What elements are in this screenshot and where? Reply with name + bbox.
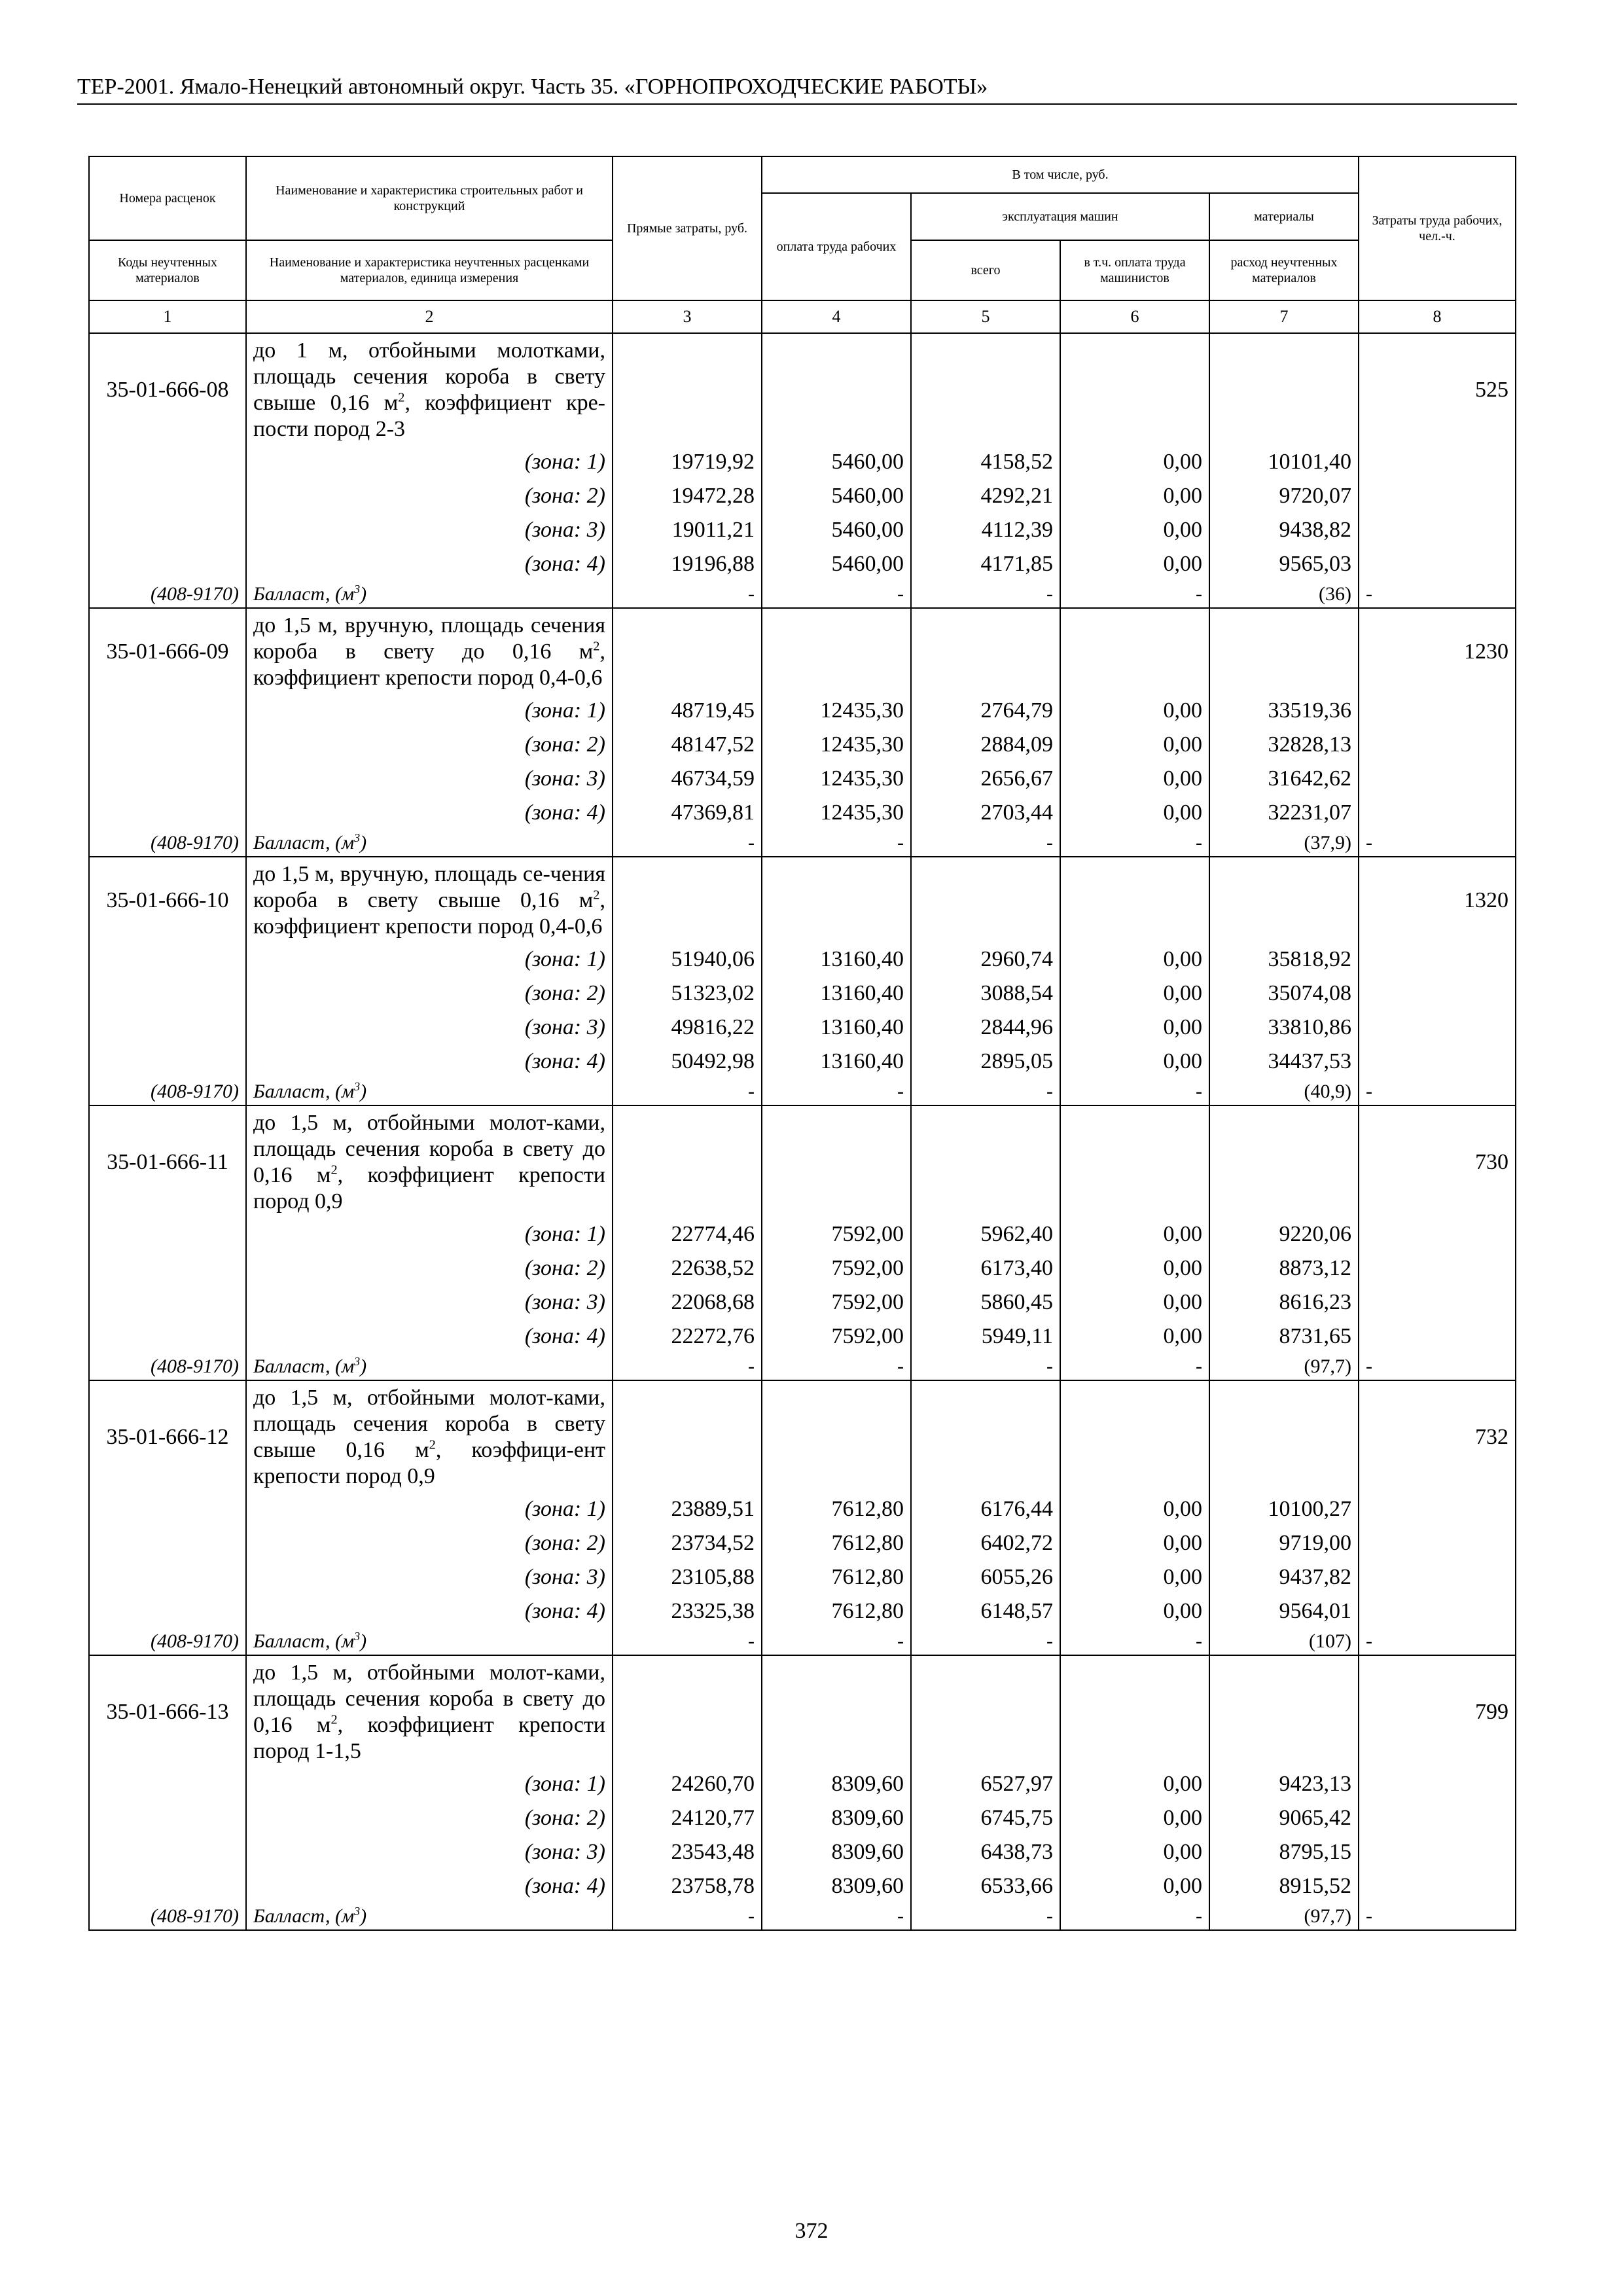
zone-row: [89, 1526, 1516, 1560]
materials-value: 32828,13: [1209, 728, 1359, 762]
materials-value: 32231,07: [1209, 796, 1359, 830]
material-code: (408-9170): [89, 1628, 246, 1655]
zone-row: [89, 547, 1516, 581]
machines-value: 4158,52: [911, 445, 1060, 479]
col-machinist-pay: в т.ч. оплата труда машинистов: [1060, 240, 1209, 300]
zone-label: (зона: 4): [246, 547, 613, 581]
machinist-pay-value: 0,00: [1060, 762, 1209, 796]
material-row: [89, 1903, 1516, 1930]
direct-costs-value: 23105,88: [613, 1560, 762, 1594]
zone-row: [89, 1869, 1516, 1903]
materials-value: 8873,12: [1209, 1251, 1359, 1285]
direct-costs-value: 49816,22: [613, 1011, 762, 1045]
material-dash: -: [613, 1903, 762, 1930]
direct-costs-value: 24120,77: [613, 1801, 762, 1835]
zone-label: (зона: 3): [246, 1285, 613, 1319]
zone-row: [89, 1594, 1516, 1628]
rate-code: 35-01-666-11: [89, 1105, 246, 1217]
materials-value: 9065,42: [1209, 1801, 1359, 1835]
machines-value: 5949,11: [911, 1319, 1060, 1354]
worker-pay-value: 5460,00: [762, 547, 911, 581]
material-dash: -: [911, 1354, 1060, 1380]
zone-row: [89, 942, 1516, 977]
zone-row: [89, 1492, 1516, 1526]
material-dash: -: [1359, 830, 1516, 857]
materials-value: 35818,92: [1209, 942, 1359, 977]
worker-pay-value: 13160,40: [762, 942, 911, 977]
page-number: 372: [794, 2219, 829, 2243]
material-code: (408-9170): [89, 1354, 246, 1380]
zone-label: (зона: 2): [246, 1801, 613, 1835]
worker-pay-value: 8309,60: [762, 1835, 911, 1869]
machines-value: 5962,40: [911, 1217, 1060, 1251]
materials-value: 10101,40: [1209, 445, 1359, 479]
zone-label: (зона: 2): [246, 479, 613, 513]
direct-costs-value: 22068,68: [613, 1285, 762, 1319]
material-dash: -: [1359, 1079, 1516, 1105]
materials-value: 33519,36: [1209, 694, 1359, 728]
zone-label: (зона: 4): [246, 1594, 613, 1628]
machines-value: 6055,26: [911, 1560, 1060, 1594]
direct-costs-value: 19472,28: [613, 479, 762, 513]
column-number: 7: [1209, 300, 1359, 333]
material-dash: -: [613, 830, 762, 857]
material-dash: -: [762, 830, 911, 857]
rate-item-row: [89, 1380, 1516, 1492]
materials-value: 9565,03: [1209, 547, 1359, 581]
material-name: Балласт, $(м^3)$: [246, 1903, 613, 1930]
zone-row: [89, 479, 1516, 513]
zone-label: (зона: 1): [246, 1767, 613, 1801]
material-dash: -: [762, 1903, 911, 1930]
zone-row: [89, 1319, 1516, 1354]
machinist-pay-value: 0,00: [1060, 1835, 1209, 1869]
material-dash: -: [613, 1628, 762, 1655]
material-dash: -: [613, 1079, 762, 1105]
direct-costs-value: 23543,48: [613, 1835, 762, 1869]
material-dash: -: [1359, 1903, 1516, 1930]
material-quantity: (107): [1209, 1628, 1359, 1655]
direct-costs-value: 23325,38: [613, 1594, 762, 1628]
rate-description: до 1,5 м, вручную, площадь сечения короба в свету до 0,16 $м^2$, коэффициент крепости пород 0,4-0,6: [246, 608, 613, 694]
material-quantity: (97,7): [1209, 1354, 1359, 1380]
column-number: 6: [1060, 300, 1209, 333]
materials-value: 31642,62: [1209, 762, 1359, 796]
material-row: [89, 830, 1516, 857]
col-machines-total: всего: [911, 240, 1060, 300]
col-material-code: Коды неучтенных материалов: [89, 240, 246, 300]
zone-label: (зона: 2): [246, 1526, 613, 1560]
zone-label: (зона: 3): [246, 762, 613, 796]
machinist-pay-value: 0,00: [1060, 547, 1209, 581]
direct-costs-value: 23889,51: [613, 1492, 762, 1526]
col-unaccounted-materials: расход неучтенных материалов: [1209, 240, 1359, 300]
worker-pay-value: 12435,30: [762, 796, 911, 830]
machinist-pay-value: 0,00: [1060, 1319, 1209, 1354]
machinist-pay-value: 0,00: [1060, 1045, 1209, 1079]
zone-row: [89, 1560, 1516, 1594]
material-code: (408-9170): [89, 830, 246, 857]
machines-value: 6173,40: [911, 1251, 1060, 1285]
direct-costs-value: 24260,70: [613, 1767, 762, 1801]
materials-value: 9220,06: [1209, 1217, 1359, 1251]
machinist-pay-value: 0,00: [1060, 1869, 1209, 1903]
machines-value: 4171,85: [911, 547, 1060, 581]
zone-label: (зона: 2): [246, 977, 613, 1011]
machinist-pay-value: 0,00: [1060, 977, 1209, 1011]
zone-row: [89, 513, 1516, 547]
material-name: Балласт, $(м^3)$: [246, 1354, 613, 1380]
material-dash: -: [1359, 1628, 1516, 1655]
direct-costs-value: 47369,81: [613, 796, 762, 830]
machines-value: 5860,45: [911, 1285, 1060, 1319]
machines-value: 6176,44: [911, 1492, 1060, 1526]
machinist-pay-value: 0,00: [1060, 445, 1209, 479]
machinist-pay-value: 0,00: [1060, 1217, 1209, 1251]
worker-pay-value: 7592,00: [762, 1285, 911, 1319]
zone-row: [89, 1217, 1516, 1251]
worker-pay-value: 7612,80: [762, 1560, 911, 1594]
col-including: В том числе, руб.: [762, 156, 1359, 193]
rates-table: [88, 156, 1516, 1931]
table-body: [89, 333, 1516, 1930]
material-dash: -: [762, 1628, 911, 1655]
material-dash: -: [762, 1079, 911, 1105]
material-dash: -: [911, 581, 1060, 608]
zone-label: (зона: 4): [246, 1869, 613, 1903]
zone-label: (зона: 1): [246, 1492, 613, 1526]
zone-label: (зона: 1): [246, 1217, 613, 1251]
material-dash: -: [1359, 1354, 1516, 1380]
rate-code: 35-01-666-08: [89, 333, 246, 445]
material-row: [89, 1079, 1516, 1105]
zone-row: [89, 1251, 1516, 1285]
direct-costs-value: 19719,92: [613, 445, 762, 479]
column-number: 2: [246, 300, 613, 333]
col-material-name: Наименование и характеристика неучтенных расценками материалов, единица измерения: [246, 240, 613, 300]
materials-value: 8915,52: [1209, 1869, 1359, 1903]
zone-label: (зона: 4): [246, 1319, 613, 1354]
worker-pay-value: 12435,30: [762, 728, 911, 762]
column-number: 4: [762, 300, 911, 333]
worker-pay-value: 5460,00: [762, 513, 911, 547]
material-code: (408-9170): [89, 1903, 246, 1930]
worker-pay-value: 12435,30: [762, 694, 911, 728]
zone-label: (зона: 3): [246, 1011, 613, 1045]
zone-row: [89, 1011, 1516, 1045]
machines-value: 4112,39: [911, 513, 1060, 547]
col-machine-ops: эксплуатация машин: [911, 193, 1209, 240]
zone-row: [89, 796, 1516, 830]
materials-value: 8731,65: [1209, 1319, 1359, 1354]
materials-value: 9719,00: [1209, 1526, 1359, 1560]
direct-costs-value: 50492,98: [613, 1045, 762, 1079]
zone-label: (зона: 1): [246, 694, 613, 728]
materials-value: 9438,82: [1209, 513, 1359, 547]
zone-label: (зона: 2): [246, 728, 613, 762]
rate-code: 35-01-666-10: [89, 857, 246, 942]
zone-row: [89, 1835, 1516, 1869]
materials-value: 8616,23: [1209, 1285, 1359, 1319]
machinist-pay-value: 0,00: [1060, 1251, 1209, 1285]
col-work-name: Наименование и характеристика строительных работ и конструкций: [246, 156, 613, 240]
zone-row: [89, 1285, 1516, 1319]
material-dash: -: [762, 581, 911, 608]
material-dash: -: [613, 581, 762, 608]
worker-pay-value: 5460,00: [762, 445, 911, 479]
material-dash: -: [911, 1628, 1060, 1655]
column-number: 8: [1359, 300, 1516, 333]
direct-costs-value: 19011,21: [613, 513, 762, 547]
machinist-pay-value: 0,00: [1060, 1011, 1209, 1045]
direct-costs-value: 51940,06: [613, 942, 762, 977]
materials-value: 10100,27: [1209, 1492, 1359, 1526]
material-quantity: (36): [1209, 581, 1359, 608]
worker-pay-value: 7612,80: [762, 1526, 911, 1560]
direct-costs-value: 23758,78: [613, 1869, 762, 1903]
rate-code: 35-01-666-09: [89, 608, 246, 694]
material-row: [89, 581, 1516, 608]
machines-value: 6527,97: [911, 1767, 1060, 1801]
direct-costs-value: 48147,52: [613, 728, 762, 762]
machines-value: 2656,67: [911, 762, 1060, 796]
rate-code: 35-01-666-13: [89, 1655, 246, 1767]
zone-row: [89, 1801, 1516, 1835]
labor-costs: 799: [1359, 1655, 1516, 1767]
machinist-pay-value: 0,00: [1060, 1801, 1209, 1835]
material-dash: -: [911, 830, 1060, 857]
zone-row: [89, 445, 1516, 479]
material-dash: -: [613, 1354, 762, 1380]
machinist-pay-value: 0,00: [1060, 1767, 1209, 1801]
materials-value: 9720,07: [1209, 479, 1359, 513]
worker-pay-value: 5460,00: [762, 479, 911, 513]
zone-label: (зона: 3): [246, 1560, 613, 1594]
rate-description: до 1,5 м, отбойными молот-ками, площадь сечения короба в свету до 0,16 $м^2$, коэффициент крепости пород 1-1,5: [246, 1655, 613, 1767]
material-dash: -: [1060, 1628, 1209, 1655]
direct-costs-value: 19196,88: [613, 547, 762, 581]
zone-label: (зона: 2): [246, 1251, 613, 1285]
column-number: 1: [89, 300, 246, 333]
rate-item-row: [89, 1655, 1516, 1767]
materials-value: 9437,82: [1209, 1560, 1359, 1594]
column-number: 3: [613, 300, 762, 333]
zone-label: (зона: 4): [246, 1045, 613, 1079]
rate-description: до 1,5 м, отбойными молот-ками, площадь сечения короба в свету свыше 0,16 $м^2$, коэффици-ент крепости пород 0,9: [246, 1380, 613, 1492]
machinist-pay-value: 0,00: [1060, 1560, 1209, 1594]
materials-value: 9423,13: [1209, 1767, 1359, 1801]
machinist-pay-value: 0,00: [1060, 479, 1209, 513]
material-name: Балласт, $(м^3)$: [246, 1628, 613, 1655]
direct-costs-value: 23734,52: [613, 1526, 762, 1560]
page-header: ТЕР-2001. Ямало-Ненецкий автономный округ. Часть 35. «ГОРНОПРОХОДЧЕСКИЕ РАБОТЫ»: [77, 73, 1517, 105]
direct-costs-value: 48719,45: [613, 694, 762, 728]
machines-value: 6745,75: [911, 1801, 1060, 1835]
zone-label: (зона: 4): [246, 796, 613, 830]
material-dash: -: [911, 1903, 1060, 1930]
material-code: (408-9170): [89, 581, 246, 608]
labor-costs: 525: [1359, 333, 1516, 445]
machinist-pay-value: 0,00: [1060, 1526, 1209, 1560]
rate-item-row: [89, 333, 1516, 445]
machines-value: 6402,72: [911, 1526, 1060, 1560]
col-materials: материалы: [1209, 193, 1359, 240]
rate-item-row: [89, 857, 1516, 942]
machines-value: 2960,74: [911, 942, 1060, 977]
machines-value: 2895,05: [911, 1045, 1060, 1079]
materials-value: 34437,53: [1209, 1045, 1359, 1079]
material-dash: -: [911, 1079, 1060, 1105]
direct-costs-value: 46734,59: [613, 762, 762, 796]
material-quantity: (40,9): [1209, 1079, 1359, 1105]
machines-value: 3088,54: [911, 977, 1060, 1011]
direct-costs-value: 22638,52: [613, 1251, 762, 1285]
materials-value: 8795,15: [1209, 1835, 1359, 1869]
zone-row: [89, 1045, 1516, 1079]
col-labor-costs: Затраты труда рабочих, чел.-ч.: [1359, 156, 1516, 300]
rate-description: до 1,5 м, вручную, площадь се-чения короба в свету свыше 0,16 $м^2$, коэффициент крепости пород 0,4-0,6: [246, 857, 613, 942]
machines-value: 6438,73: [911, 1835, 1060, 1869]
material-name: Балласт, $(м^3)$: [246, 1079, 613, 1105]
material-dash: -: [1060, 581, 1209, 608]
worker-pay-value: 7592,00: [762, 1217, 911, 1251]
material-quantity: (97,7): [1209, 1903, 1359, 1930]
machines-value: 2764,79: [911, 694, 1060, 728]
material-dash: -: [1359, 581, 1516, 608]
machines-value: 2703,44: [911, 796, 1060, 830]
zone-label: (зона: 1): [246, 445, 613, 479]
machinist-pay-value: 0,00: [1060, 942, 1209, 977]
zone-label: (зона: 1): [246, 942, 613, 977]
materials-value: 33810,86: [1209, 1011, 1359, 1045]
material-name: Балласт, $(м^3)$: [246, 830, 613, 857]
machines-value: 2844,96: [911, 1011, 1060, 1045]
rate-description: до 1 м, отбойными молотками, площадь сечения короба в свету свыше 0,16 $м^2$, коэффициент кре-пости пород 2-3: [246, 333, 613, 445]
labor-costs: 732: [1359, 1380, 1516, 1492]
zone-row: [89, 762, 1516, 796]
machinist-pay-value: 0,00: [1060, 1492, 1209, 1526]
direct-costs-value: 51323,02: [613, 977, 762, 1011]
material-quantity: (37,9): [1209, 830, 1359, 857]
machinist-pay-value: 0,00: [1060, 796, 1209, 830]
worker-pay-value: 7612,80: [762, 1492, 911, 1526]
rate-code: 35-01-666-12: [89, 1380, 246, 1492]
machines-value: 2884,09: [911, 728, 1060, 762]
labor-costs: 730: [1359, 1105, 1516, 1217]
worker-pay-value: 7592,00: [762, 1319, 911, 1354]
worker-pay-value: 13160,40: [762, 1011, 911, 1045]
machines-value: 6148,57: [911, 1594, 1060, 1628]
col-direct-costs: Прямые затраты, руб.: [613, 156, 762, 300]
col-worker-pay: оплата труда рабочих: [762, 193, 911, 300]
worker-pay-value: 7612,80: [762, 1594, 911, 1628]
material-dash: -: [1060, 1903, 1209, 1930]
zone-row: [89, 1767, 1516, 1801]
machinist-pay-value: 0,00: [1060, 513, 1209, 547]
labor-costs: 1230: [1359, 608, 1516, 694]
zone-row: [89, 728, 1516, 762]
material-dash: -: [1060, 1354, 1209, 1380]
material-row: [89, 1628, 1516, 1655]
worker-pay-value: 12435,30: [762, 762, 911, 796]
material-name: Балласт, $(м^3)$: [246, 581, 613, 608]
table-header: [89, 156, 1516, 333]
machinist-pay-value: 0,00: [1060, 694, 1209, 728]
zone-label: (зона: 3): [246, 1835, 613, 1869]
machines-value: 6533,66: [911, 1869, 1060, 1903]
material-code: (408-9170): [89, 1079, 246, 1105]
rate-description: до 1,5 м, отбойными молот-ками, площадь сечения короба в свету до 0,16 $м^2$, коэффициент крепости пород 0,9: [246, 1105, 613, 1217]
material-row: [89, 1354, 1516, 1380]
worker-pay-value: 8309,60: [762, 1767, 911, 1801]
rate-item-row: [89, 1105, 1516, 1217]
worker-pay-value: 8309,60: [762, 1869, 911, 1903]
labor-costs: 1320: [1359, 857, 1516, 942]
col-rate-number: Номера расценок: [89, 156, 246, 240]
column-numbers-row: [89, 300, 1516, 333]
zone-label: (зона: 3): [246, 513, 613, 547]
material-dash: -: [762, 1354, 911, 1380]
machines-value: 4292,21: [911, 479, 1060, 513]
column-number: 5: [911, 300, 1060, 333]
zone-row: [89, 977, 1516, 1011]
material-dash: -: [1060, 830, 1209, 857]
direct-costs-value: 22272,76: [613, 1319, 762, 1354]
worker-pay-value: 13160,40: [762, 1045, 911, 1079]
worker-pay-value: 7592,00: [762, 1251, 911, 1285]
zone-row: [89, 694, 1516, 728]
direct-costs-value: 22774,46: [613, 1217, 762, 1251]
rate-item-row: [89, 608, 1516, 694]
materials-value: 35074,08: [1209, 977, 1359, 1011]
machinist-pay-value: 0,00: [1060, 1594, 1209, 1628]
worker-pay-value: 13160,40: [762, 977, 911, 1011]
worker-pay-value: 8309,60: [762, 1801, 911, 1835]
machinist-pay-value: 0,00: [1060, 1285, 1209, 1319]
materials-value: 9564,01: [1209, 1594, 1359, 1628]
machinist-pay-value: 0,00: [1060, 728, 1209, 762]
material-dash: -: [1060, 1079, 1209, 1105]
